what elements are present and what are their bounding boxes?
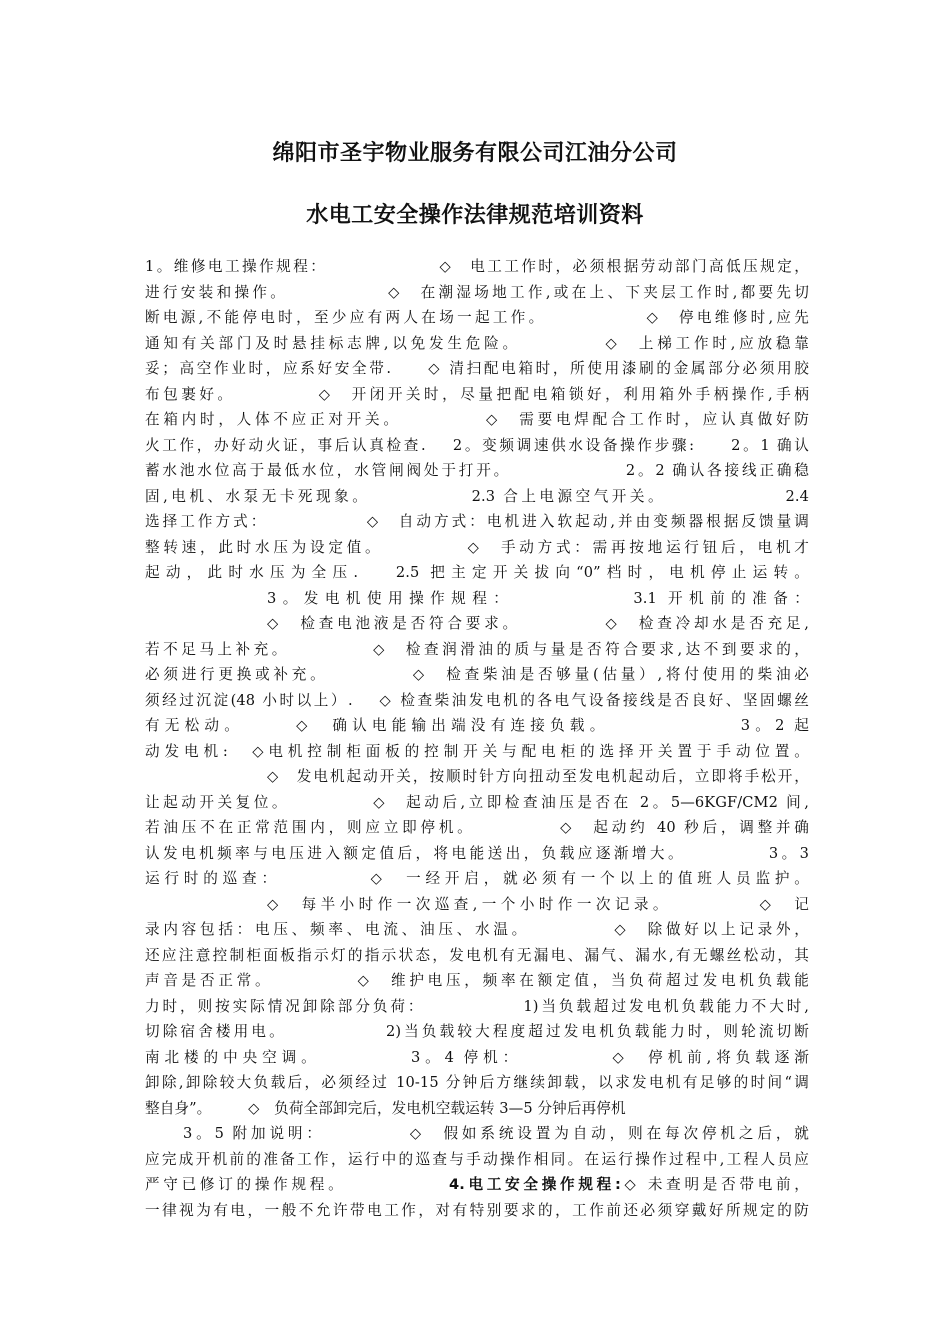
body-line: 起动，此时水压为全压. 2.5 把主定开关拔向“0”档时，电机停止运转。 [145,564,809,581]
body-line: 火工作，办好动火证，事后认真检查. 2。变频调速供水设备操作步骤: 2。1 确认 [145,436,809,454]
body-line: 妥；高空作业时，应系好安全带. ◇ 清扫配电箱时，所使用漆刷的金属部分必须用胶 [145,360,809,377]
body-line: 3。5 附加说明： ◇ 假如系统设置为自动，则在每次停机之后，就 [183,1125,809,1142]
section-4-heading: 4.电工安全操作规程: [448,1176,621,1193]
body-line: 声音是否正常。 ◇ 维护电压，频率在额定值，当负荷超过发电机负载能 [145,972,809,989]
body-line: 蓄水池水位高于最低水位，水管闸阀处于打开。 2。2 确认各接线正确稳 [145,462,809,479]
body-line: 选择工作方式： ◇ 自动方式：电机进入软起动,并由变频器根据反馈量调 [145,513,809,530]
body-line: 让起动开关复位。 ◇ 起动后,立即检查油压是否在 2。5—6KGF/CM2 间, [145,793,809,811]
document-title: 水电工安全操作法律规范培训资料 [306,203,644,228]
body-line: 须经过沉淀(48 小时以上）. ◇ 检查柴油发电机的各电气设备接线是否良好、坚固螺丝 [145,691,809,709]
body-line: 一律视为有电，一般不允许带电工作，对有特别要求的，工作前还必须穿戴好所规定的防 [145,1201,809,1219]
body-line: 运行时的巡查： ◇ 一经开启，就必须有一个以上的值班人员监护。 [145,870,809,887]
body-line: 在箱内时，人体不应正对开关。 ◇ 需要电焊配合工作时，应认真做好防 [145,411,809,428]
body-line: 通知有关部门及时悬挂标志牌,以免发生危险。 ◇ 上梯工作时,应放稳靠 [145,334,809,352]
body-line: 还应注意控制柜面板指示灯的指示状态，发电机有无漏电、漏气、漏水,有无螺丝松动，其 [145,946,809,964]
body-line: 认发电机频率与电压进入额定值后，将电能送出，负载应逐渐增大。 3。3 [145,844,809,862]
body-line-with-heading [145,1172,809,1198]
body-line: 进行安装和操作。 ◇ 在潮湿场地工作,或在上、下夹层工作时,都要先切 [145,283,809,301]
body-line: 力时，则按实际情况卸除部分负荷： 1)当负载超过发电机负载能力不大时, [145,997,809,1015]
body-line: 整转速，此时水压为设定值。 ◇ 手动方式：需再按地运行钮后，电机才 [145,538,809,556]
document-body [145,254,809,1223]
body-line: 1。维修电工操作规程： ◇ 电工工作时，必须根据劳动部门高低压规定， [145,258,809,275]
body-line: 若不足马上补充。 ◇ 检查润滑油的质与量是否符合要求,达不到要求的， [145,640,809,658]
body-line: ◇ 发电机起动开关，按顺时针方向扭动至发电机起动后，立即将手松开， [267,768,809,785]
body-line: ◇ 每半小时作一次巡查,一个小时作一次记录。 ◇ 记 [267,895,809,913]
company-title: 绵阳市圣宇物业服务有限公司江油分公司 [272,141,678,166]
body-line: 录内容包括：电压、频率、电流、油压、水温。 ◇ 除做好以上记录外， [145,921,809,938]
body-line-text: ◇ 未查明是否带电前， [620,1176,809,1193]
body-line: 应完成开机前的准备工作，运行中的巡查与手动操作相同。在运行操作过程中,工程人员应 [145,1150,809,1168]
body-line: 有无松动。 ◇ 确认电能输出端没有连接负载。 3。2 起 [145,717,809,734]
body-line: ◇ 检查电池液是否符合要求。 ◇ 检查冷却水是否充足, [267,615,809,632]
body-line: 动发电机: ◇电机控制柜面板的控制开关与配电柜的选择开关置于手动位置。 [145,742,809,760]
body-line: 南北楼的中央空调。 3。4 停机： ◇ 停机前,将负载逐渐 [145,1048,809,1066]
body-line: 固,电机、水泵无卡死现象。 2.3 合上电源空气开关。 2.4 [145,487,809,505]
body-line: 卸除,卸除较大负载后，必须经过 10-15 分钟后方继续卸载，以求发电机有足够的时间“调 [145,1074,809,1091]
body-line: 布包裹好。 ◇ 开闭开关时，尽量把配电箱锁好，利用箱外手柄操作,手柄 [145,385,809,403]
body-line: 切除宿舍楼用电。 2)当负载较大程度超过发电机负载能力时，则轮流切断 [145,1023,809,1040]
body-line: 必须进行更换或补充。 ◇ 检查柴油是否够量(估量）,将付使用的柴油必 [145,666,809,683]
body-line: 若油压不在正常范围内，则应立即停机。 ◇ 起动约 40 秒后，调整并确 [145,819,809,836]
body-line: 3。发电机使用操作规程： 3.1 开机前的准备： [267,589,809,607]
body-line: 整自身”。 ◇ 负荷全部卸完后，发电机空载运转 3—5 分钟后再停机 [145,1099,626,1117]
body-line-text: 严守已修订的操作规程。 [145,1176,449,1193]
body-line: 断电源,不能停电时，至少应有两人在场一起工作。 ◇ 停电维修时,应先 [145,309,809,326]
